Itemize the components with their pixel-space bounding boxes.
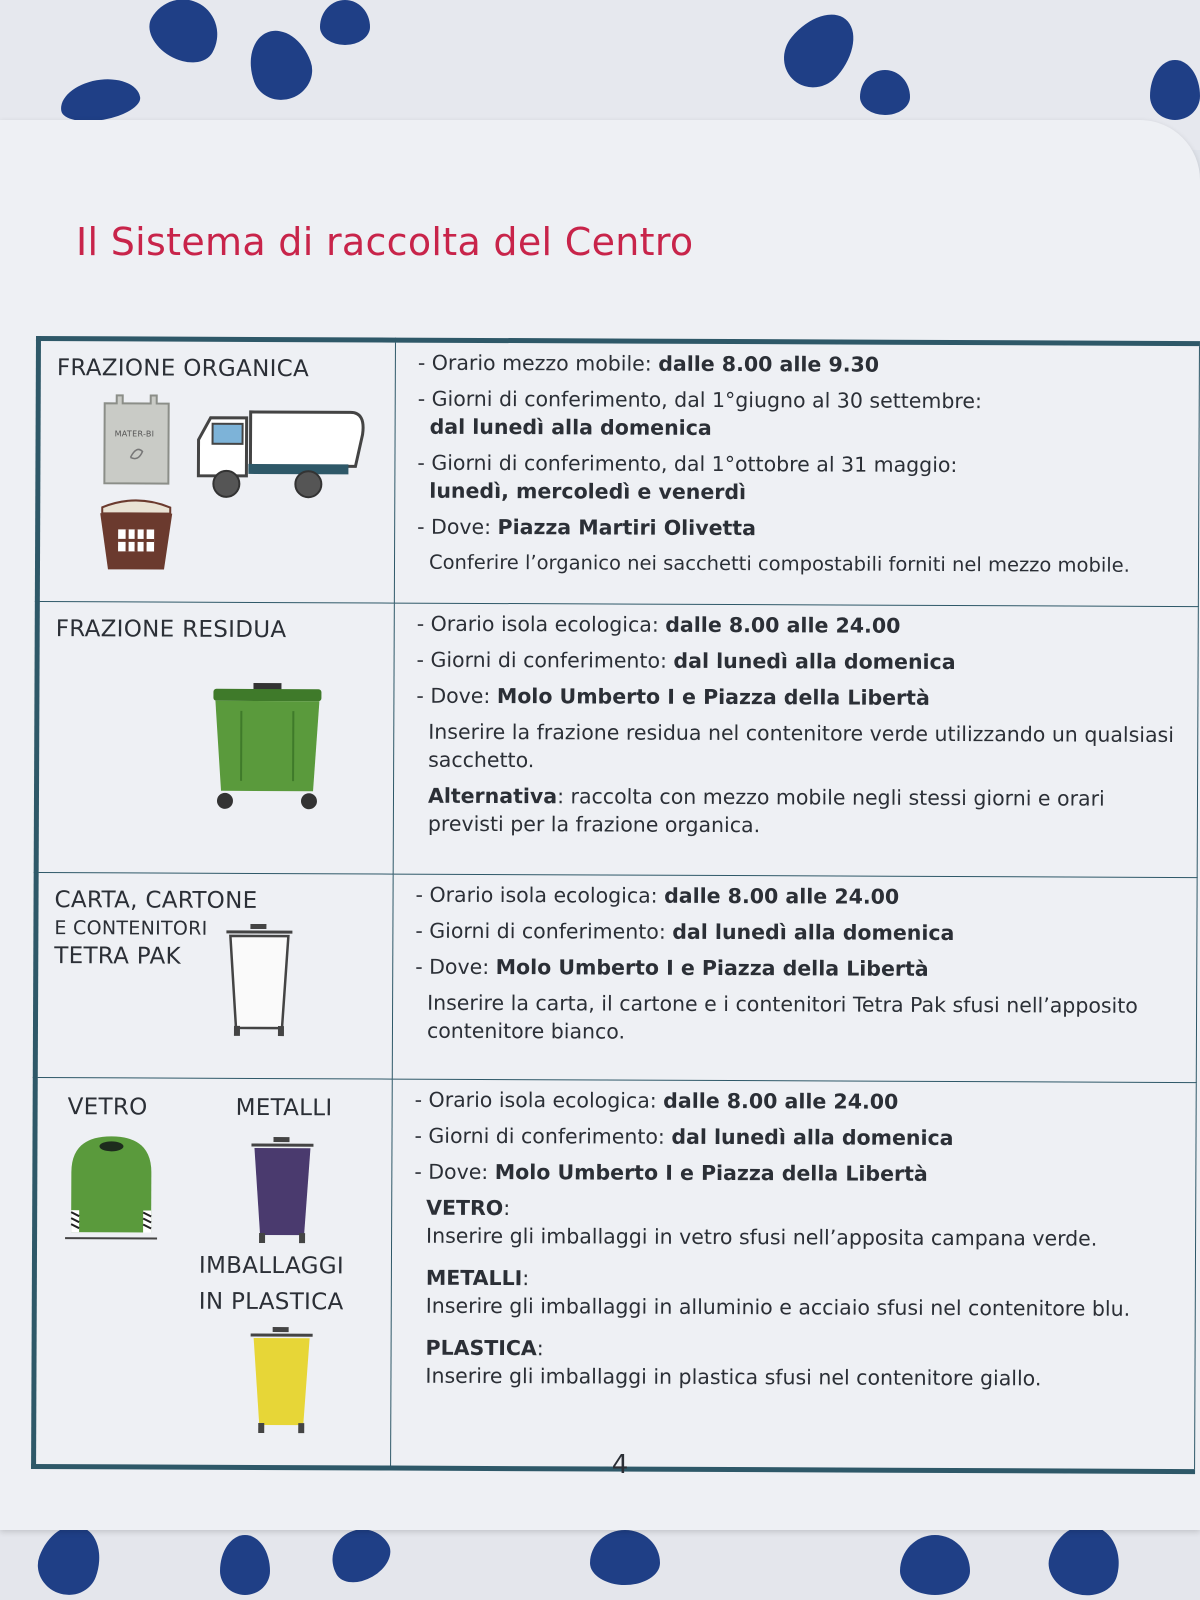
leaf-pattern-icon bbox=[240, 22, 320, 108]
organic-hours bbox=[418, 349, 1179, 380]
plastic-bin-icon bbox=[248, 1325, 314, 1437]
paper-hours-label: - Orario isola ecologica: bbox=[415, 882, 665, 908]
fabric-background-bottom bbox=[0, 1520, 1200, 1600]
paper-hours-value: dalle 8.00 alle 24.00 bbox=[664, 883, 900, 909]
paper-location bbox=[415, 953, 1176, 984]
alternative-label: Alternativa bbox=[427, 783, 558, 809]
green-bin-icon bbox=[207, 681, 328, 812]
organic-hours-value: dalle 8.00 alle 9.30 bbox=[658, 351, 880, 377]
leaf-pattern-icon bbox=[1042, 1520, 1128, 1600]
collection-table bbox=[31, 336, 1200, 1474]
paper-cell bbox=[35, 873, 393, 1080]
gmp-days-value: dal lunedì alla domenica bbox=[671, 1124, 954, 1151]
paper-details bbox=[392, 874, 1197, 1083]
plastic-section-text: Inserire gli imballaggi in plastica sfusi nel contenitore giallo. bbox=[425, 1363, 1042, 1391]
paper-heading-3: TETRA PAK bbox=[54, 943, 181, 970]
leaf-pattern-icon bbox=[57, 73, 143, 126]
table-row-glass-metal-plastic bbox=[34, 1078, 1197, 1472]
leaf-pattern-icon bbox=[860, 70, 910, 115]
residual-details bbox=[393, 603, 1198, 878]
alternative-text: : raccolta con mezzo mobile negli stessi giorni e orari previsti per la frazione organica. bbox=[427, 784, 1105, 838]
organic-location-value: Piazza Martiri Olivetta bbox=[497, 515, 756, 541]
gmp-location-label: - Dove: bbox=[414, 1159, 495, 1185]
glass-bell-icon bbox=[63, 1132, 159, 1244]
metal-label: METALLI bbox=[235, 1094, 333, 1122]
leaf-pattern-icon bbox=[30, 1520, 110, 1600]
page-title: Il Sistema di raccolta del Centro bbox=[76, 220, 694, 264]
paper-hours bbox=[416, 881, 1177, 912]
leaf-pattern-icon bbox=[220, 1535, 270, 1595]
paper-days-value: dal lunedì alla domenica bbox=[672, 919, 955, 946]
plastic-section-title: PLASTICA bbox=[425, 1335, 537, 1361]
gmp-location bbox=[414, 1158, 1175, 1189]
organic-summer-days bbox=[418, 385, 1179, 444]
white-bin-icon bbox=[224, 922, 295, 1038]
bag-label: MATER-BI bbox=[114, 429, 155, 439]
paper-days bbox=[415, 917, 1176, 948]
organic-hours-label: - Orario mezzo mobile: bbox=[417, 350, 659, 376]
paper-heading-1: CARTA, CARTONE bbox=[54, 887, 258, 914]
residual-hours-label: - Orario isola ecologica: bbox=[416, 611, 666, 637]
gmp-location-value: Molo Umberto I e Piazza della Libertà bbox=[494, 1160, 928, 1186]
leaf-pattern-icon bbox=[320, 0, 370, 45]
leaf-pattern-icon bbox=[900, 1535, 970, 1595]
organic-location bbox=[417, 513, 1178, 544]
plastic-section: PLASTICA: Inserire gli imballaggi in plastica sfusi nel contenitore giallo. bbox=[425, 1335, 1042, 1391]
organic-location-label: - Dove: bbox=[417, 514, 498, 540]
residual-location bbox=[416, 682, 1177, 713]
residual-hours bbox=[417, 610, 1178, 641]
table-row-residual bbox=[36, 602, 1198, 878]
plastic-label-1: IMBALLAGGI bbox=[198, 1252, 345, 1280]
leaf-pattern-icon bbox=[771, 0, 868, 100]
gmp-hours bbox=[415, 1086, 1176, 1117]
glass-section-title: VETRO bbox=[426, 1195, 504, 1221]
gmp-hours-value: dalle 8.00 alle 24.00 bbox=[663, 1088, 899, 1114]
table-row-paper bbox=[35, 873, 1197, 1083]
residual-note: Inserire la frazione residua nel contenitore verde utilizzando un qualsiasi sacchetto. bbox=[428, 719, 1174, 773]
leaf-pattern-icon bbox=[590, 1530, 660, 1585]
residual-heading: FRAZIONE RESIDUA bbox=[55, 616, 287, 644]
glass-metal-plastic-cell bbox=[34, 1078, 393, 1469]
paper-heading-2: E CONTENITORI bbox=[54, 917, 208, 940]
residual-cell bbox=[36, 602, 394, 875]
metal-section-title: METALLI bbox=[425, 1265, 523, 1291]
organic-summer-label: - Giorni di conferimento, dal 1°giugno al 30 settembre: bbox=[417, 386, 982, 414]
residual-location-value: Molo Umberto I e Piazza della Libertà bbox=[496, 684, 930, 710]
collection-truck-icon bbox=[190, 404, 370, 505]
leaf-pattern-icon bbox=[140, 0, 231, 73]
residual-days bbox=[417, 646, 1178, 677]
leaf-pattern-icon bbox=[1150, 60, 1200, 120]
organic-basket-icon bbox=[96, 495, 176, 573]
organic-summer-value: dal lunedì alla domenica bbox=[429, 414, 712, 440]
metal-section-text: Inserire gli imballaggi in alluminio e acciaio sfusi nel contenitore blu. bbox=[425, 1293, 1131, 1321]
metal-bin-icon bbox=[249, 1135, 315, 1247]
organic-winter-days bbox=[417, 449, 1178, 508]
organic-note: Conferire l’organico nei sacchetti compostabili forniti nel mezzo mobile. bbox=[428, 550, 1130, 577]
organic-heading: FRAZIONE ORGANICA bbox=[56, 355, 310, 383]
glass-metal-plastic-details bbox=[391, 1079, 1197, 1472]
gmp-days-label: - Giorni di conferimento: bbox=[414, 1123, 672, 1149]
glass-section-text: Inserire gli imballaggi in vetro sfusi nell’apposita campana verde. bbox=[426, 1223, 1098, 1251]
metal-section: METALLI: Inserire gli imballaggi in alluminio e acciaio sfusi nel contenitore blu. bbox=[425, 1265, 1131, 1321]
glass-section: VETRO: Inserire gli imballaggi in vetro sfusi nell’apposita campana verde. bbox=[426, 1195, 1098, 1251]
organic-cell bbox=[37, 339, 395, 604]
compostable-bag-icon bbox=[100, 393, 172, 485]
paper-days-label: - Giorni di conferimento: bbox=[415, 918, 673, 944]
gmp-hours-label: - Orario isola ecologica: bbox=[414, 1087, 664, 1113]
residual-location-label: - Dove: bbox=[416, 683, 497, 709]
gmp-days bbox=[414, 1122, 1175, 1153]
residual-days-label: - Giorni di conferimento: bbox=[416, 647, 674, 673]
paper-note: Inserire la carta, il cartone e i contenitori Tetra Pak sfusi nell’apposito contenitore bianco. bbox=[426, 990, 1138, 1044]
residual-hours-value: dalle 8.00 alle 24.00 bbox=[665, 612, 901, 638]
organic-details bbox=[394, 340, 1199, 607]
organic-winter-label: - Giorni di conferimento, dal 1°ottobre al 31 maggio: bbox=[417, 450, 958, 478]
page-number: 4 bbox=[611, 1450, 629, 1480]
residual-days-value: dal lunedì alla domenica bbox=[673, 648, 956, 675]
table-row-organic bbox=[37, 339, 1199, 607]
glass-label: VETRO bbox=[67, 1094, 148, 1121]
residual-alternative bbox=[428, 782, 1177, 841]
paper-location-value: Molo Umberto I e Piazza della Libertà bbox=[495, 955, 929, 981]
leaf-pattern-icon bbox=[322, 1520, 399, 1592]
paper-location-label: - Dove: bbox=[415, 954, 496, 980]
organic-winter-value: lunedì, mercoledì e venerdì bbox=[429, 478, 747, 505]
plastic-label-2: IN PLASTICA bbox=[198, 1288, 344, 1316]
